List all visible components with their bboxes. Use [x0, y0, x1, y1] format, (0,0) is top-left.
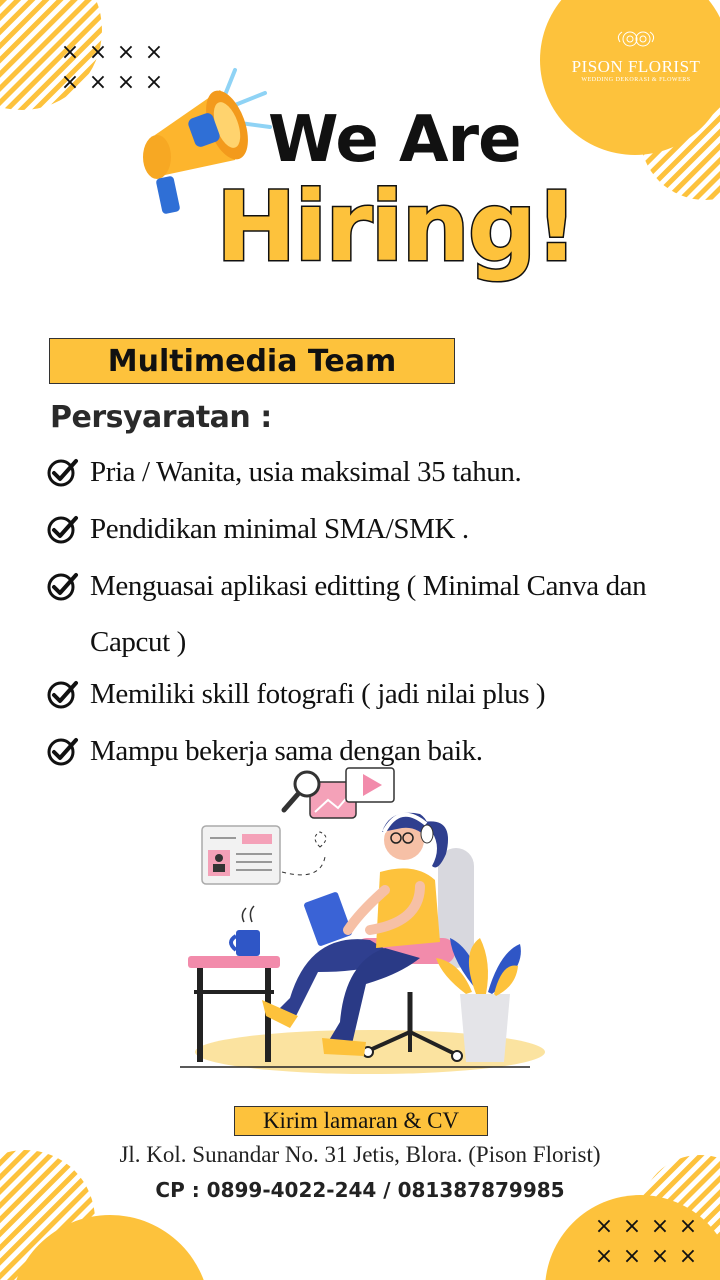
list-item	[46, 448, 696, 505]
requirement-text: Pendidikan minimal SMA/SMK .	[90, 513, 469, 545]
address-text: Jl. Kol. Sunandar No. 31 Jetis, Blora. (Pison Florist)	[119, 1142, 601, 1167]
brand-tagline: WEDDING DEKORASI & FLOWERS	[581, 77, 691, 83]
headline-we-are: We Are	[268, 103, 521, 177]
requirement-text: Menguasai aplikasi editting ( Minimal Canva dan Capcut )	[90, 570, 647, 658]
requirement-text: Memiliki skill fotografi ( jadi nilai plus )	[90, 678, 546, 710]
check-circle-icon	[46, 727, 82, 784]
brand-logo	[566, 28, 706, 83]
list-item	[46, 562, 696, 670]
list-item	[46, 505, 696, 562]
requirement-text: Mampu bekerja sama dengan baik.	[90, 735, 483, 767]
contact-text: CP : 0899-4022-244 / 081387879985	[155, 1178, 565, 1202]
requirement-text: Pria / Wanita, usia maksimal 35 tahun.	[90, 456, 522, 488]
list-item	[46, 670, 696, 727]
check-circle-icon	[46, 562, 82, 619]
requirements-list	[46, 448, 696, 784]
requirements-title: Persyaratan :	[50, 400, 272, 435]
brand-name: PISON FLORIST	[571, 57, 701, 76]
position-label: Multimedia Team	[49, 338, 455, 384]
check-circle-icon	[46, 670, 82, 727]
x-marks-bottom: × × × × × × × ×	[594, 1214, 698, 1269]
headline-hiring: Hiring!	[216, 171, 577, 283]
check-circle-icon	[46, 505, 82, 562]
flower-logo-icon	[614, 28, 658, 50]
apply-label: Kirim lamaran & CV	[234, 1106, 488, 1136]
woman-working-on-laptop-illustration	[170, 762, 550, 1082]
x-marks-top: × × × × × × × ×	[60, 40, 164, 95]
check-circle-icon	[46, 448, 82, 505]
